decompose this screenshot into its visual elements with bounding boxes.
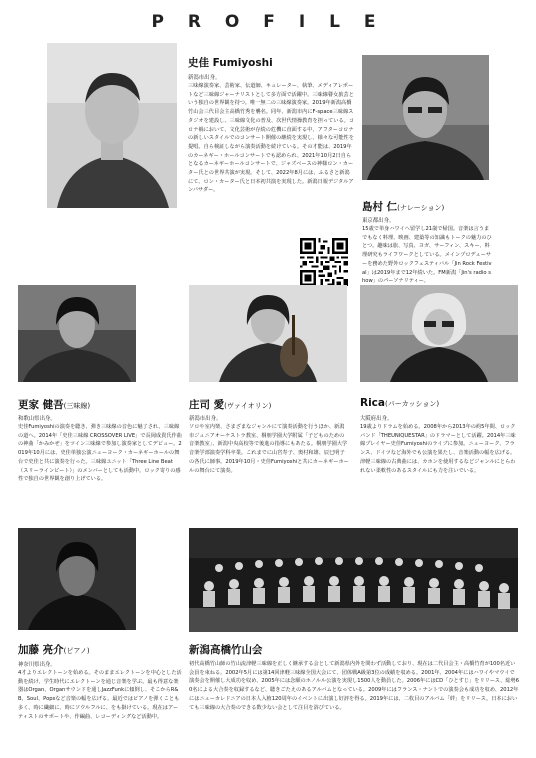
takahashi-bio: 初代高橋竹山師の竹山流津軽三味線を正しく継承する会として新潟県内外を問わず活動しており、現在は二代目会主・高橋竹育が100名近い会員を束ねる。2002年5月には第14回津軽三味線全国大会にて、団体戦A級第3位の成績を収める。2001年、2004年にはハワイやマウイで演奏会を開催し大成功を収め、2005年には念願のホノルル公演を実現し1500人を動員した。2006年にはCD「ひとすじ」をリリース、総勢60名による大合奏を収録するなど、聴きごたえのあるアルバムとなっている。2009年にはフランス・ナントでの演奏会も成功を収め、2012年にはニューカレドニアの日本人入植120周年のイベントに出演し好評を得る。2019年には、二枚目のアルバム「絆」をリリース。日本においても三味線の大合奏のできる数少ない会として注目を浴びている。 — [189, 661, 519, 711]
shimamura-origin: 東京都出身。 — [362, 218, 395, 224]
kato-bio: 4才よりエレクトーンを始める。そのままエレクトーンを中心とした活動を続け、学生時代にエレクトーンを通じ音楽を学ぶ。最も得意な楽器はOrgan、Organサウンドを通しJazzFunkに傾倒し、そこからR&B、Soul、Popsなど音楽の幅を広げる。最近ではピアノを弾くことも多く、時に繊細に、時にソウルフルに、をも掛けている。現在はアーティストのサポートや、作編曲、レコーディングなど活動中。 — [18, 670, 182, 720]
shoji-role: (ヴァイオリン) — [224, 402, 272, 410]
sarai-origin: 和歌山県出身。 — [18, 416, 56, 422]
sarai-name: 更家 健吾(三味線) — [18, 399, 91, 411]
sarai-photo — [18, 285, 136, 382]
rica-role: (パーカッション) — [385, 400, 440, 408]
fumiyoshi-photo — [47, 43, 177, 208]
kato-photo — [18, 528, 136, 630]
kato-origin: 神奈川県出身。 — [18, 662, 56, 668]
kato-role: (ピアノ) — [63, 647, 90, 655]
rica-name: Rica(パーカッション) — [360, 397, 440, 409]
sarai-bio: 史佳Fumiyoshiの演奏を聴き、弾き三味線の音色に魅了され、三味線の道へ。2014年「史佳三味線 CROSSOVER LIVE」で長岡成貴氏作曲の神曲「かみかぜ」をツイン三味線で参加し演奏家としてデビュー。2019年10月には、史佳単独公演ニューヨーク・カーネギーホールの舞台で史佳と共に演奏を行った。三味線ユニット「Three Line Beat（スリーラインビート）」のメンバーとしても活動中。ロック寄りの感性で独自の世界観を創り上げている。 — [18, 424, 182, 483]
shoji-origin: 新潟市出身。 — [189, 416, 222, 422]
shoji-photo — [189, 285, 347, 382]
takahashi-group-photo — [189, 528, 518, 632]
fumiyoshi-origin: 新潟市出身。 — [188, 75, 221, 81]
fumiyoshi-bio: 三味線演奏家、芸術家、伝道師、キュレーター、執筆、メディアレポートなど三味線ジャーナリストとして多方面で活躍中。三味線瞽女旅芸という独自の世界観を持つ。唯一無二の三味線演奏家。2019年新潟高橋竹山会三代目会主高橋竹秀を襲名。同年、新潟市内にF-space三味線スタジオを建設し、三味線文化の普及、次世代情操教育を担っている。コロナ禍において、文化芸術が存続の危機に直面する中、アフターコロナの新しいスタイルでのコンサート開催の継続を実現し、様々な可能性を提唱。自ら検証しながら演奏活動を続けている。その才能は、2019年のカーネギー・ホールコンサートでも認められ、2021年10月2日自らとなるカーネギーホールコンサートで、ジャズベースの神様ロン・カーター氏との世界共演が実現。そして、2022年8月には、ふるさと新潟にて、ロン・カーター氏と日本初共演を実現した。新潟日報デジタルアンバサダー。 — [188, 83, 354, 194]
takahashi-name: 新潟高橋竹山会 — [189, 644, 263, 656]
rica-photo — [360, 285, 518, 382]
shimamura-name: 島村 仁(ナレーション) — [362, 201, 445, 213]
rica-origin: 大阪府出身。 — [360, 416, 393, 422]
qr-code[interactable] — [300, 238, 348, 286]
sarai-role: (三味線) — [63, 402, 91, 410]
kato-name: 加藤 亮介(ピアノ) — [18, 644, 90, 656]
shimamura-role: (ナレーション) — [397, 204, 445, 212]
page-title: P R O F I L E — [151, 12, 385, 32]
shimamura-bio: 15歳で単身ハワイへ留学し21歳で帰国。音楽は言うまでもなく料理、映画、建築等の知識もトークの魅力のひとつ。趣味は旅、写真、ヨガ、サーフィン、スキー、料理研究もライフワークとしている。メインプロデューサーを務めた野外ロックフェスティバル「Jin Rock Festival」は2019年まで12年続いた。FM新潟「Jin's radio show」のパーソナリティー。 — [362, 226, 492, 285]
rica-bio: 19歳よりドラムを始める。2008年から2013年の約5年間、ロックバンド「THEUNIQUESTAR」のドラマーとして活躍。2014年三味線プレイヤー史佳Fumiyoshiのライブに参加。ニューヨーク、フランス、ドイツなど海外でも公演を果たし、音楽活動の幅を広げる。津軽三味線の古典曲には、カホンを使用するなどジャンルにとらわれない柔軟性のあるスタイルにも力を注いでいる。 — [360, 424, 516, 474]
shoji-bio: ソロや室内楽、さまざまなジャンルにて演奏活動を行うほか、新潟市ジュニアオーケストラ教室、桐朋学園大学附属「子どものための音楽教室」、新潟中央高校等で後進の指導にもあたる。桐朋学園大学音楽学部演奏学科卒業。これまでに山宮寿子、奥村和雄、辰巳明子の各氏に師事。2019年10月・史佳Fumiyoshiと共にカーネギーホールの舞台にて演奏。 — [189, 424, 349, 474]
fumiyoshi-name: 史佳 Fumiyoshi — [188, 57, 273, 69]
shimamura-photo — [362, 55, 489, 180]
shoji-name: 庄司 愛(ヴァイオリン) — [189, 399, 272, 411]
